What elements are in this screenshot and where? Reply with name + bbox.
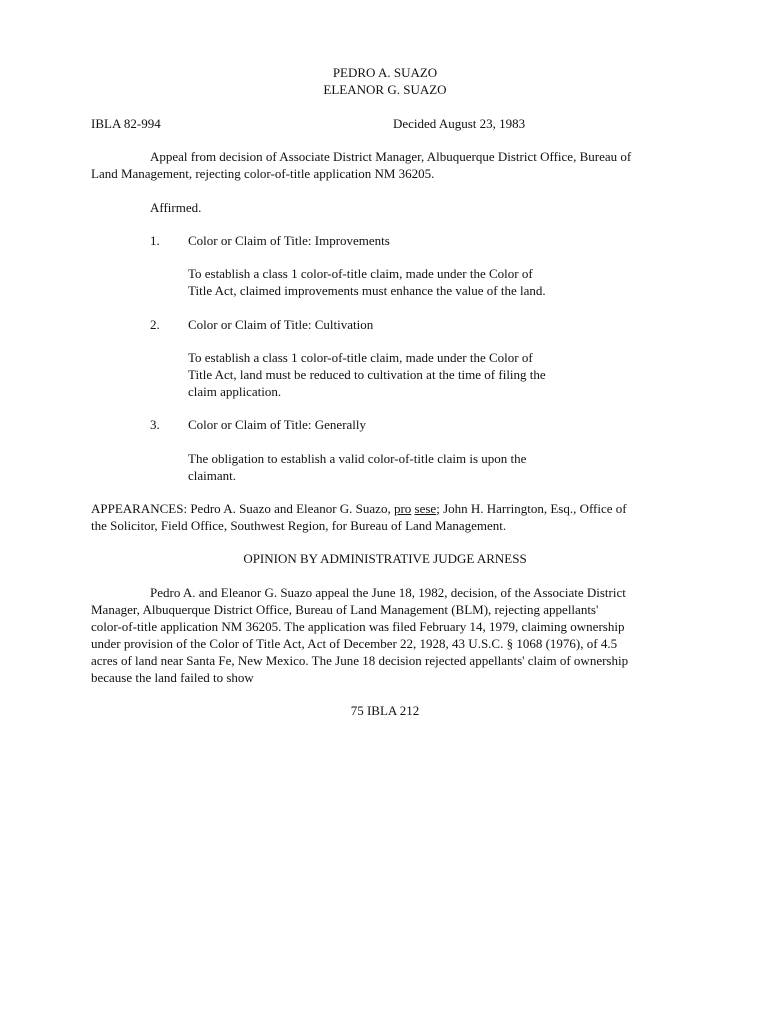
opinion-line: color-of-title application NM 36205. The application was filed February 14, 1979, claiming ownership: [91, 619, 625, 634]
headnote-number: 1.: [150, 233, 160, 248]
opinion-line: acres of land near Santa Fe, New Mexico. The June 18 decision rejected appellants' claim of ownership: [91, 653, 629, 668]
sese-term: sese: [414, 501, 437, 516]
headnote-text-line: To establish a class 1 color-of-title claim, made under the Color of: [188, 266, 533, 281]
appeal-line-2: Land Management, rejecting color-of-title application NM 36205.: [91, 166, 435, 181]
headnote-number: 2.: [150, 317, 160, 332]
opinion-line: Manager, Albuquerque District Office, Bureau of Land Management (BLM), rejecting appellants': [91, 602, 599, 617]
pro-term: pro: [393, 501, 412, 516]
disposition: Affirmed.: [150, 200, 202, 215]
party-name-2: ELEANOR G. SUAZO: [323, 82, 447, 97]
headnote-text-line: The obligation to establish a valid color-of-title claim is upon the: [188, 451, 527, 466]
headnote-number: 3.: [150, 417, 160, 432]
opinion-line: because the land failed to show: [91, 670, 254, 685]
docket-number: IBLA 82-994: [91, 116, 161, 131]
party-name-1: PEDRO A. SUAZO: [332, 65, 438, 80]
appearances-line-1: [91, 500, 627, 517]
headnote-text-line: claim application.: [188, 384, 282, 399]
appearances-text: ; John H. Harrington, Esq., Office of: [436, 501, 627, 516]
appearances-line-2: the Solicitor, Field Office, Southwest Region, for Bureau of Land Management.: [91, 518, 507, 533]
headnote-title: Color or Claim of Title: Improvements: [188, 233, 390, 248]
decision-date: Decided August 23, 1983: [393, 116, 526, 131]
appearances-text: APPEARANCES: Pedro A. Suazo and Eleanor G. Suazo,: [91, 501, 394, 516]
opinion-heading: OPINION BY ADMINISTRATIVE JUDGE ARNESS: [243, 551, 527, 566]
page-citation: 75 IBLA 212: [350, 703, 420, 718]
headnote-title: Color or Claim of Title: Generally: [188, 417, 367, 432]
appeal-line-1: Appeal from decision of Associate District Manager, Albuquerque District Office, Bureau of: [150, 149, 632, 164]
opinion-line: Pedro A. and Eleanor G. Suazo appeal the June 18, 1982, decision, of the Associate District: [150, 585, 626, 600]
headnote-text-line: Title Act, claimed improvements must enhance the value of the land.: [188, 283, 546, 298]
headnote-title: Color or Claim of Title: Cultivation: [188, 317, 374, 332]
opinion-line: under provision of the Color of Title Act, Act of December 22, 1928, 43 U.S.C. § 1068 (1976), of 4.5: [91, 636, 618, 651]
headnote-text-line: Title Act, land must be reduced to cultivation at the time of filing the: [188, 367, 546, 382]
headnote-text-line: claimant.: [188, 468, 237, 483]
headnote-text-line: To establish a class 1 color-of-title claim, made under the Color of: [188, 350, 533, 365]
